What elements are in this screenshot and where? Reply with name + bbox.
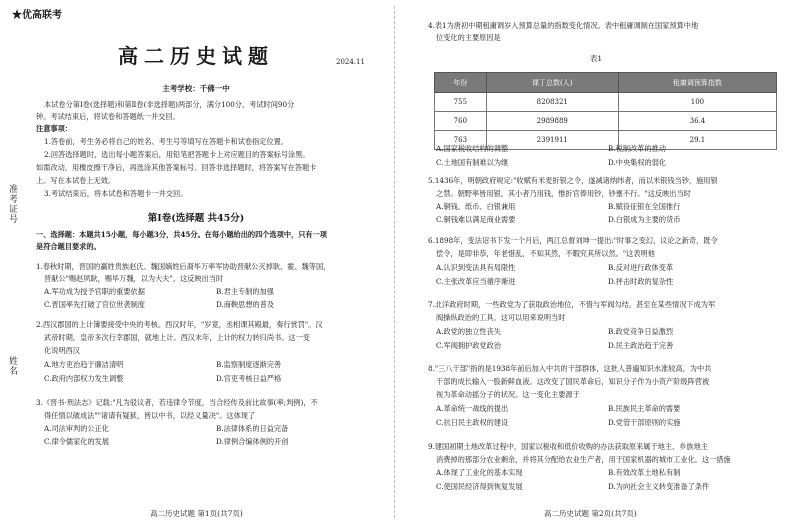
question-line: 偿令，是即非恭，年老惜乱，不知其然，不暇究其所以然。"这表明他 xyxy=(436,249,655,258)
question-line: 8."三八干部"指的是1938年前后加入中共的干部群体，这批人普遍知识水准较高，为中共 xyxy=(428,364,712,373)
page-footer: 高二历史试题 第2页(共7页) xyxy=(544,509,637,518)
option-d: D.中央集权的弱化 xyxy=(608,158,667,167)
table-header: 租庸调预算指数 xyxy=(618,73,776,93)
question-line: 视为革命动摇分子的状况。这一变化主要源于 xyxy=(436,390,580,399)
option-b: B.反对进行政体变革 xyxy=(608,263,674,272)
exam-date: 2024.11 xyxy=(336,58,365,66)
option-c: C.抗日民主政权的建设 xyxy=(436,418,509,427)
option-d: D.为向社会主义转变准备了条件 xyxy=(608,482,710,491)
name-label: 姓名 xyxy=(7,356,17,376)
option-c: C.晋国率先打破了官位世袭制度 xyxy=(44,300,145,309)
table-cell: 8208321 xyxy=(486,93,618,112)
option-b: B.君主专制的加强 xyxy=(216,287,274,296)
table-cell: 29.1 xyxy=(618,131,776,150)
host-school: 主考学校：千佛一中 xyxy=(162,84,230,93)
question-line: 得任情以破成法""诸请有疑狱，皆以中书，以经义量决"。这体现了 xyxy=(44,411,256,420)
option-c: C.政府内部权力发生调整 xyxy=(44,374,124,383)
intro-line: 钟。考试结束后，将试卷和答题纸一并交回。 xyxy=(36,112,180,121)
option-b: B.赋役征银在全国推行 xyxy=(608,202,681,211)
question-line: 位变化的主要原因是 xyxy=(436,33,501,42)
table-cell: 760 xyxy=(435,112,487,131)
option-d: D.党管干部原则的实施 xyxy=(608,418,681,427)
option-d: D.抨击时政的复杂性 xyxy=(608,277,674,286)
option-c: C.土地国有制难以为继 xyxy=(436,158,509,167)
section-title: 第Ⅰ卷(选择题 共45分) xyxy=(147,213,245,224)
question-line: 4.表1为唐初中期租庸调岁入预算总量的指数变化情况。表中租庸调制在国家预算中地 xyxy=(428,21,699,30)
table-header: 年份 xyxy=(435,73,487,93)
section-instruction: 是符合题目要求的。 xyxy=(36,242,101,251)
question-line: 6.1898年，变法诏书下发一个月后，两江总督刘坤一提出:"时事之变幻，议论之新奇，既令 xyxy=(428,236,718,245)
right-page xyxy=(398,0,794,524)
option-a: A.革命统一战线的提出 xyxy=(436,404,509,413)
table-cell: 2989889 xyxy=(486,112,618,131)
page-divider xyxy=(394,6,396,518)
option-c: C.律令儒家化的发展 xyxy=(44,437,110,446)
notes-title: 注意事项： xyxy=(36,124,72,133)
option-b: B.税制改革的推动 xyxy=(608,144,666,153)
option-a: A.司法审判的公正化 xyxy=(44,424,109,433)
question-line: 化说明西汉 xyxy=(44,346,80,355)
table-cell: 2391911 xyxy=(486,131,618,150)
table-cell: 763 xyxy=(435,131,487,150)
option-b: B.政党竞争日益激烈 xyxy=(608,327,674,336)
option-a: A.体现了工业化的基本实现 xyxy=(436,468,523,477)
option-c: C.主张改革应当循序渐进 xyxy=(436,277,516,286)
option-a: A.军功成为授予官职的重要依据 xyxy=(44,287,145,296)
option-a: A.认识到变法具有局限性 xyxy=(436,263,516,272)
exam-number-label: 准考证号 xyxy=(7,184,17,224)
table-cell: 100 xyxy=(618,93,776,112)
budget-table xyxy=(434,72,777,150)
question-line: 晋献公"赐赵夙耿，赐毕万魏，以为大夫"。这反映出当时 xyxy=(44,274,224,283)
table-row xyxy=(435,93,777,112)
option-d: D.官吏考核日益严格 xyxy=(216,374,282,383)
option-d: D.民主政治趋于完善 xyxy=(608,341,674,350)
question-line: 7.北洋政府时期，一些政党为了获取政治地位，不惜与军阀勾结，甚至在某些情况下成为军 xyxy=(428,300,716,309)
option-c: C.铜钱难以满足商业需要 xyxy=(436,215,516,224)
option-b: B.民族民主革命的需要 xyxy=(608,404,681,413)
option-d: D.商鞅思想的普及 xyxy=(216,300,275,309)
question-line: 消费掉的那部分农业剩余，并将其分配给农业生产者，用于国家机器的城市工业化。这一措施 xyxy=(436,455,731,464)
option-a: A.铜钱、纸币、白银兼用 xyxy=(436,202,516,211)
option-c: C.使国民经济得到恢复发展 xyxy=(436,482,523,491)
question-line: 3.《晋书·刑法志》记载:"凡为驳议者，若违律令节度，当合经传及前比故事(率;判例)，不 xyxy=(36,398,318,407)
exam-title: 高二历史试题 xyxy=(118,44,274,68)
question-line: 武帝时期，皇帝多次行幸郡国，就地上计。西汉末年，上计的权力转归尚书。这一变 xyxy=(44,333,310,342)
table-header-row xyxy=(435,73,777,93)
section-instruction: 一、选择题：本题共15小题，每小题3分，共45分。在每小题给出的四个选项中，只有一项 xyxy=(36,230,327,239)
option-b: B.法律体系的日益完备 xyxy=(216,424,289,433)
brand-label: ★优高联考 xyxy=(12,10,62,21)
option-b: B.监察制度逐渐完善 xyxy=(216,360,282,369)
table-caption: 表1 xyxy=(589,54,603,63)
intro-line: 本试卷分第Ⅰ卷(选择题)和第Ⅱ卷(非选择题)两部分，满分100分，考试时间90分 xyxy=(44,100,295,109)
option-c: C.军阀拥护政党政治 xyxy=(436,341,502,350)
question-line: 9.建国初期土地改革过程中，国家以税收和低价收购的办法获取原来属于地主、乡族地主 xyxy=(428,442,708,451)
option-d: D.白银成为主要的货币 xyxy=(608,215,681,224)
table-cell: 36.4 xyxy=(618,112,776,131)
note-line: 1.答卷前，考生务必将自己的姓名、考生号等填写在答题卡和试卷指定位置。 xyxy=(44,137,289,146)
table-header: 课丁总数(人) xyxy=(486,73,618,93)
note-line: 如需改动，用橡皮擦干净后，再选涂其他答案标号。回答非选择题时，将答案写在答题卡 xyxy=(36,163,317,172)
option-a: A.政党的独立性丧失 xyxy=(436,327,501,336)
option-a: A.地方吏治趋于廉洁清明 xyxy=(44,360,124,369)
table-row xyxy=(435,112,777,131)
note-line: 3.考试结束后，将本试卷和答题卡一并交回。 xyxy=(44,189,188,198)
option-d: D.律例合编体例的开创 xyxy=(216,437,289,446)
note-line: 2.回答选择题时，选出每小题答案后，用铅笔把答题卡上对应题目的答案标号涂黑。 xyxy=(44,150,310,159)
question-line: 之禁。朝野率皆用银，其小者乃用钱，惟折官俸用钞，钞壅不行。"这反映出当时 xyxy=(436,189,691,198)
left-page xyxy=(0,0,392,524)
question-line: 2.西汉郡国的上计簿要接受中央的考核。西汉时年，"岁竟，丞相课其殿最，奏行赏罚"。汉 xyxy=(36,320,323,329)
option-a: A.国家税收结构的调整 xyxy=(436,144,509,153)
table-cell: 755 xyxy=(435,93,487,112)
question-line: 阀操纵政治的工具。这可以用来说明当时 xyxy=(436,313,566,322)
option-b: B.有效改革土地私有制 xyxy=(608,468,681,477)
question-line: 干部的成长输入一股新鲜血液。这改变了国民革命后，知识分子作为小资产阶级阵营被 xyxy=(436,377,710,386)
question-line: 1.春秋时期，晋国的赢姓贵族赵氏、魏国嫡姓后裔毕万率军协助晋献公灭掉耿、霍、魏等国， xyxy=(36,262,331,271)
page-footer: 高二历史试题 第1页(共7页) xyxy=(150,509,243,518)
question-line: 5.1436年，明朝政府规定:"收赋有米麦折银之令，遂减诸纳纬者，而以米银钱当钞，施用银 xyxy=(428,176,718,185)
note-line: 上。写在本试卷上无效。 xyxy=(36,176,116,185)
